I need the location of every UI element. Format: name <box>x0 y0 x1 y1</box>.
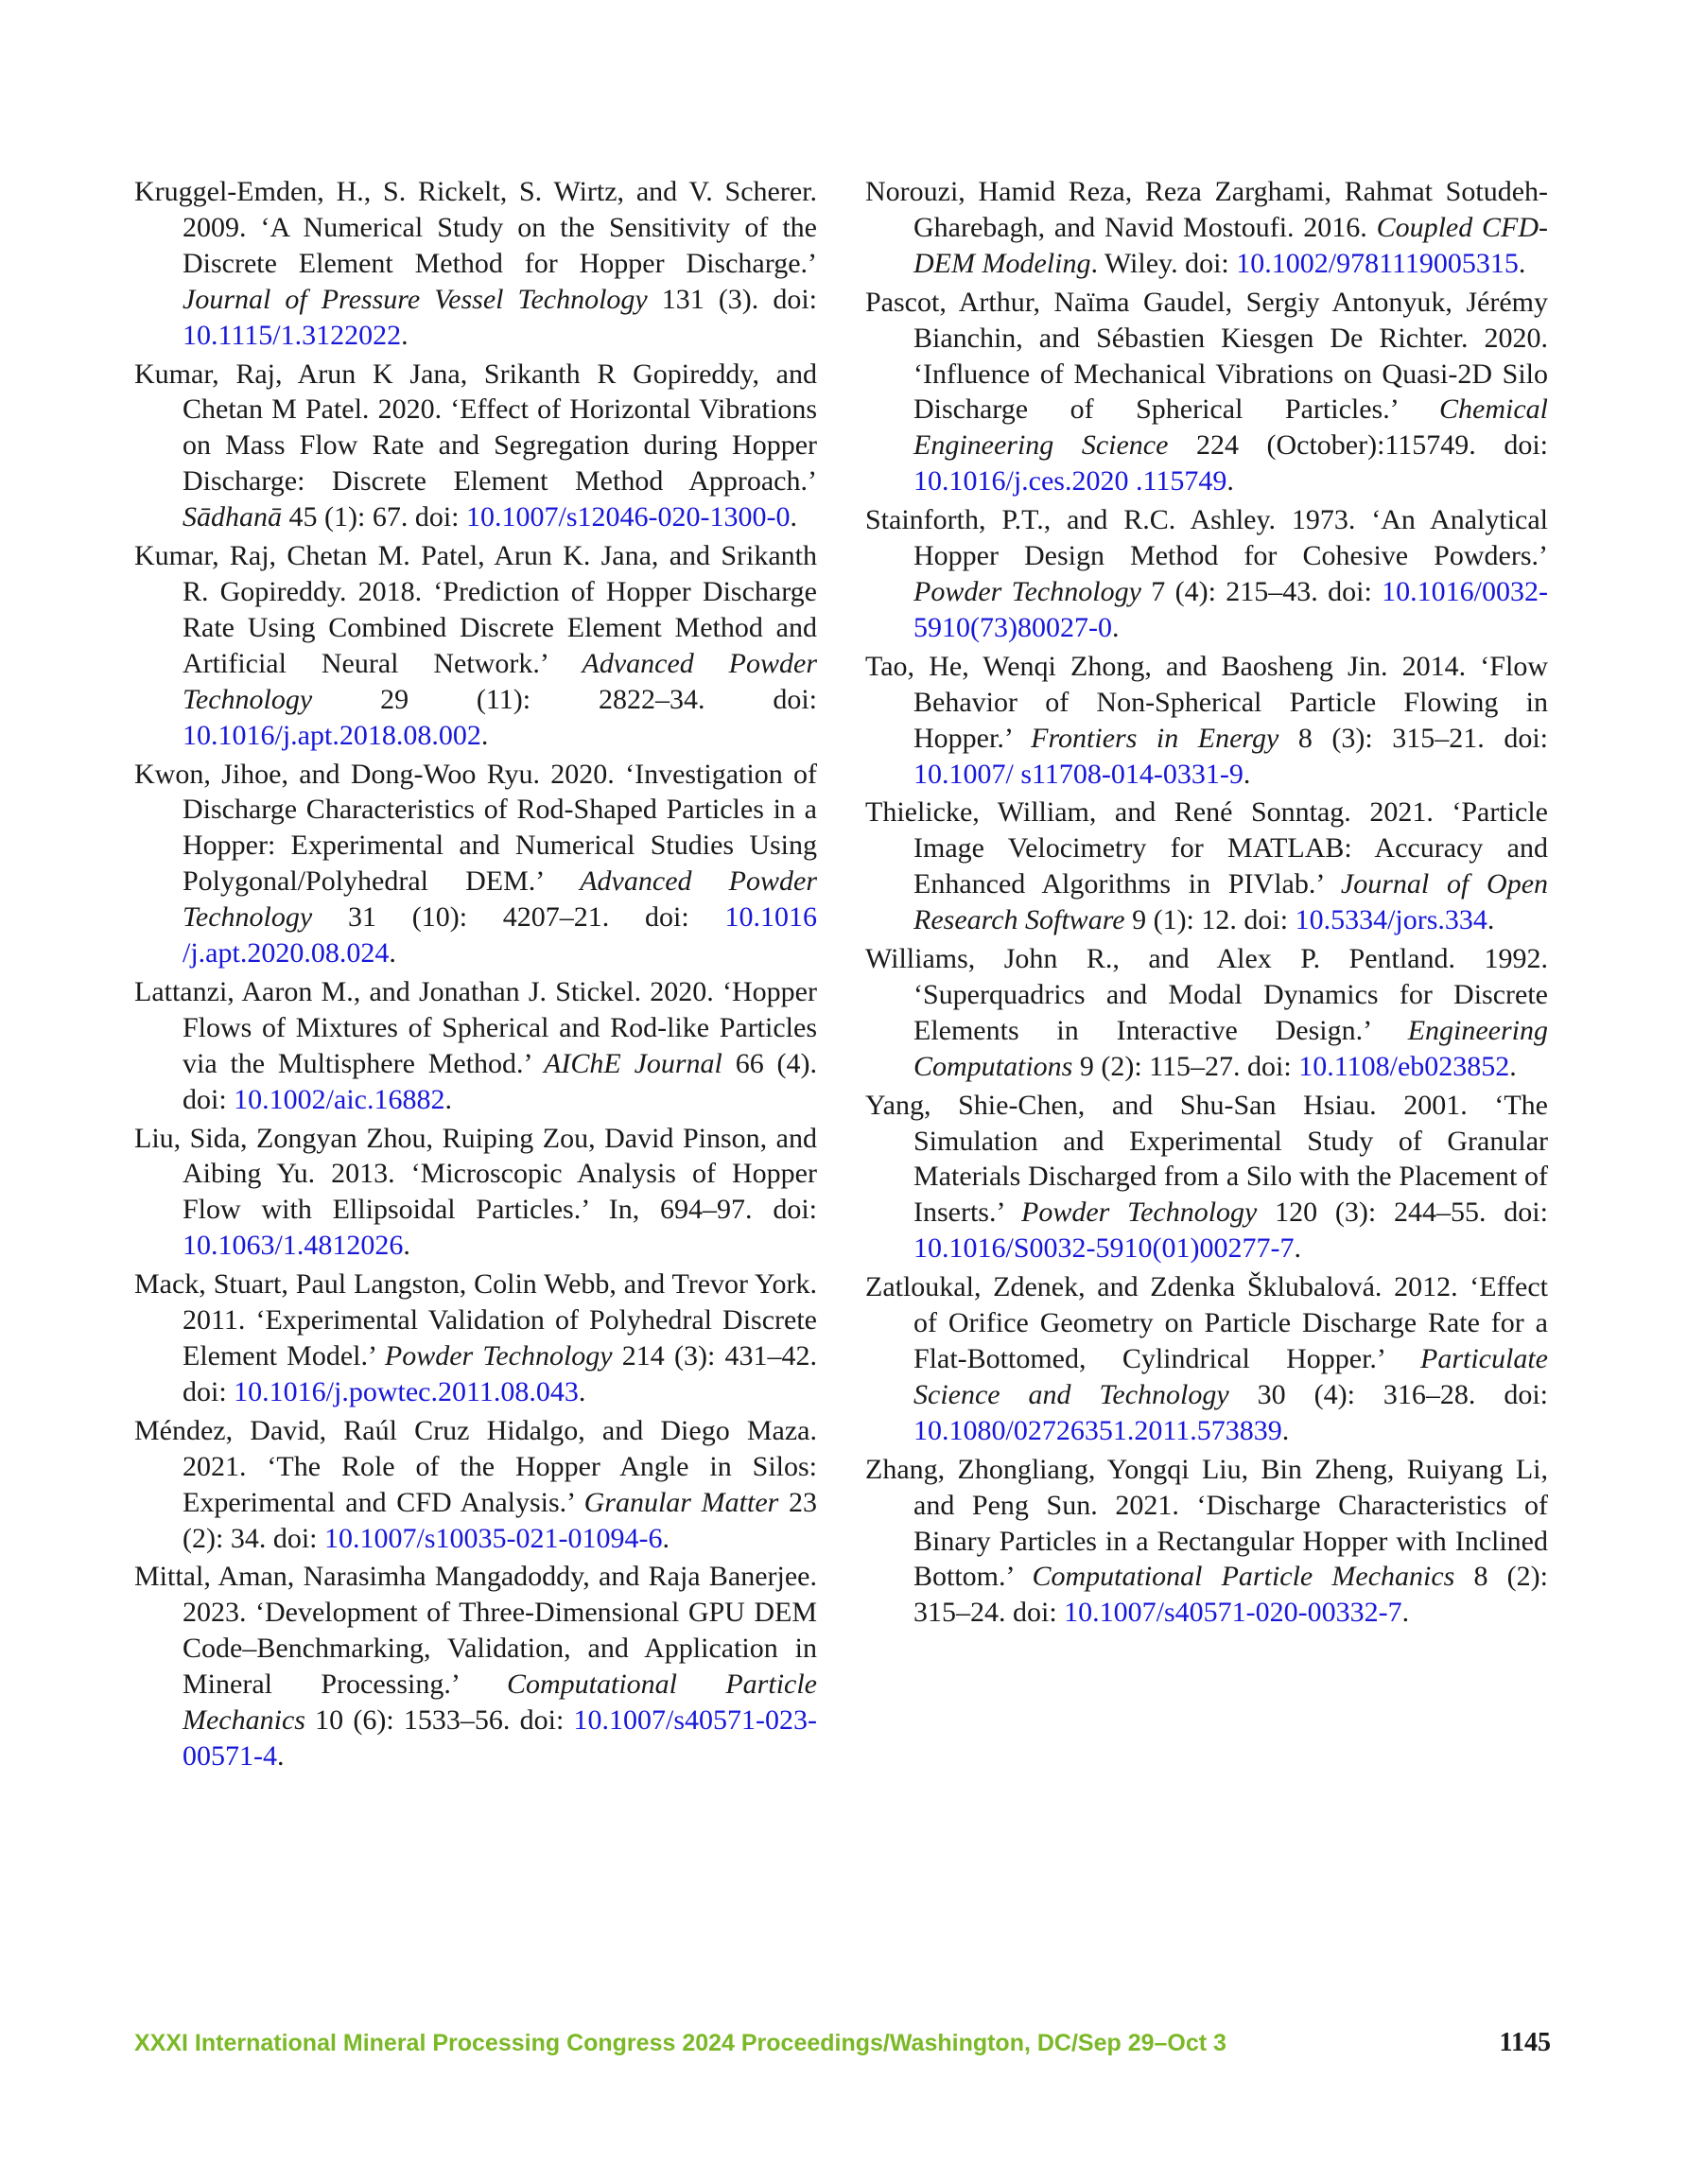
reference-text: Zhang, Zhongliang, Yongqi Liu, Bin Zheng, Ruiyang Li, and Peng Sun. 2021. ‘Discharge Characteristics of Binary Particles in a Rectangular Hopper with Inclined Bottom.’ <box>865 1453 1548 1593</box>
reference-entry <box>134 357 817 536</box>
reference-journal: Powder Technology <box>1021 1197 1258 1229</box>
reference-details: 30 (4): 316–28. doi: <box>1228 1378 1548 1410</box>
doi-link[interactable]: 10.1016/S0032-5910(01)00277-7 <box>913 1232 1295 1265</box>
doi-link[interactable]: 10.1063/1.4812026 <box>183 1230 404 1262</box>
reference-entry <box>134 1413 817 1557</box>
reference-end-punct: . <box>662 1522 670 1554</box>
footer-conference-title: XXXI International Mineral Processing Congress 2024 Proceedings/Washington, DC/Sep 29–Oct 3 <box>134 2030 1226 2056</box>
reference-details: 8 (2): 315–24. doi: <box>913 1561 1548 1629</box>
reference-end-punct: . <box>1294 1232 1301 1265</box>
reference-end-punct: . <box>444 1083 452 1115</box>
references-column-right <box>865 174 1548 1634</box>
reference-journal: Journal of Open Research Software <box>913 868 1549 936</box>
doi-link[interactable]: 10.1002/9781119005315 <box>1236 247 1519 279</box>
reference-end-punct: . <box>1226 465 1234 498</box>
reference-journal: Sādhanā <box>183 501 282 533</box>
reference-entry <box>134 1267 817 1410</box>
doi-link[interactable]: 10.1108/eb023852 <box>1298 1050 1510 1082</box>
reference-end-punct: . <box>389 937 396 970</box>
page-footer <box>134 2028 1551 2058</box>
reference-details: 131 (3). doi: <box>647 283 817 315</box>
reference-text: Kumar, Raj, Arun K Jana, Srikanth R Gopireddy, and Chetan M Patel. 2020. ‘Effect of Horizontal Vibrations on Mass Flow Rate and Segregation during Hopper Discharge: Discrete Element Method Approach.’ <box>134 358 817 498</box>
reference-journal: Coupled CFD-DEM Modeling <box>913 211 1548 279</box>
reference-journal: Particulate Science and Technology <box>913 1343 1548 1410</box>
reference-details: 66 (4). doi: <box>183 1047 818 1115</box>
reference-entry <box>865 1452 1548 1632</box>
reference-journal: Computational Particle Mechanics <box>1032 1561 1455 1593</box>
doi-link[interactable]: 10.1115/1.3122022 <box>183 319 402 351</box>
reference-text: Norouzi, Hamid Reza, Reza Zarghami, Rahmat Sotudeh-Gharebagh, and Navid Mostoufi. 2016. <box>865 176 1548 243</box>
reference-text: Kumar, Raj, Chetan M. Patel, Arun K. Jana, and Srikanth R. Gopireddy. 2018. ‘Prediction of Hopper Discharge Rate Using Combined Discrete Element Method and Artificial Neural Network.’ <box>134 540 817 679</box>
reference-details: 31 (10): 4207–21. doi: <box>312 901 725 934</box>
reference-end-punct: . <box>790 501 797 533</box>
reference-journal: AIChE Journal <box>544 1047 722 1079</box>
reference-end-punct: . <box>1487 904 1495 936</box>
reference-entry <box>865 1269 1548 1449</box>
reference-entry <box>134 1559 817 1773</box>
reference-end-punct: . <box>401 319 409 351</box>
reference-text: Pascot, Arthur, Naïma Gaudel, Sergiy Antonyuk, Jérémy Bianchin, and Sébastien Kiesgen De Richter. 2020. ‘Influence of Mechanical Vibrations on Quasi-2D Silo Discharge of Spherical Particles.’ <box>865 286 1548 426</box>
reference-end-punct: . <box>277 1739 285 1772</box>
reference-text: Mack, Stuart, Paul Langston, Colin Webb, and Trevor York. 2011. ‘Experimental Validation of Polyhedral Discrete Element Model.’ <box>134 1268 817 1372</box>
reference-journal: Granular Matter <box>583 1486 779 1518</box>
reference-text: Liu, Sida, Zongyan Zhou, Ruiping Zou, David Pinson, and Aibing Yu. 2013. ‘Microscopic Analysis of Hopper Flow with Ellipsoidal Particles.’ In, 694–97. doi: <box>134 1122 817 1226</box>
reference-details: 224 (October):115749. doi: <box>1168 429 1548 462</box>
reference-end-punct: . <box>1401 1597 1410 1629</box>
reference-end-punct: . <box>403 1230 410 1262</box>
reference-details: 120 (3): 244–55. doi: <box>1257 1197 1548 1229</box>
doi-link[interactable]: 10.1016/j.ces.2020 .115749 <box>913 465 1227 498</box>
reference-text: Kruggel-Emden, H., S. Rickelt, S. Wirtz, and V. Scherer. 2009. ‘A Numerical Study on the Sensitivity of the Discrete Element Method for Hopper Discharge.’ <box>134 176 817 279</box>
doi-link[interactable]: 10.1007/s10035-021-01094-6 <box>324 1522 663 1554</box>
reference-entry <box>865 502 1548 646</box>
reference-text: Thielicke, William, and René Sonntag. 2021. ‘Particle Image Velocimetry for MATLAB: Accuracy and Enhanced Algorithms in PIVlab.’ <box>865 796 1548 900</box>
reference-text: Williams, John R., and Alex P. Pentland. 1992. ‘Superquadrics and Modal Dynamics for Discrete Elements in Interactive Design.’ <box>865 943 1548 1046</box>
reference-entry <box>865 649 1548 793</box>
reference-text: Tao, He, Wenqi Zhong, and Baosheng Jin. 2014. ‘Flow Behavior of Non-Spherical Particle Flowing in Hopper.’ <box>865 650 1548 754</box>
reference-entry <box>134 174 817 354</box>
reference-journal: Powder Technology <box>384 1340 613 1372</box>
reference-end-punct: . <box>1243 758 1251 790</box>
reference-details: 45 (1): 67. doi: <box>282 501 466 533</box>
reference-text: Lattanzi, Aaron M., and Jonathan J. Stickel. 2020. ‘Hopper Flows of Mixtures of Spherical and Rod-like Particles via the Multisphere Method.’ <box>134 975 817 1079</box>
reference-details: 10 (6): 1533–56. doi: <box>304 1704 574 1737</box>
reference-entry <box>134 974 817 1118</box>
doi-link[interactable]: 10.1016/0032-5910(73)80027-0 <box>913 575 1548 643</box>
reference-details: 9 (2): 115–27. doi: <box>1072 1050 1299 1082</box>
references-column-left <box>134 174 817 1777</box>
reference-details: . Wiley. doi: <box>1090 247 1237 279</box>
reference-text: Zatloukal, Zdenek, and Zdenka Šklubalová. 2012. ‘Effect of Orifice Geometry on Particle Discharge Rate for a Flat-Bottomed, Cylindrical Hopper.’ <box>865 1271 1548 1374</box>
reference-journal: Advanced Powder Technology <box>183 865 817 934</box>
doi-link[interactable]: 10.1002/aic.16882 <box>234 1083 445 1115</box>
reference-journal: Journal of Pressure Vessel Technology <box>183 283 648 315</box>
reference-end-punct: . <box>480 719 489 751</box>
reference-entry <box>865 285 1548 499</box>
reference-text: Yang, Shie-Chen, and Shu-San Hsiau. 2001. ‘The Simulation and Experimental Study of Granular Materials Discharged from a Silo with the Placement of Inserts.’ <box>865 1089 1548 1229</box>
doi-link[interactable]: 10.1016/j.powtec.2011.08.043 <box>234 1375 579 1407</box>
reference-details: 214 (3): 431–42. doi: <box>183 1340 817 1407</box>
doi-link[interactable]: 10.1007/s12046-020-1300-0 <box>466 501 791 533</box>
doi-link[interactable]: 10.1080/02726351.2011.573839 <box>913 1414 1282 1446</box>
reference-details: 9 (1): 12. doi: <box>1124 904 1296 936</box>
reference-journal: Computational Particle Mechanics <box>183 1669 817 1737</box>
reference-end-punct: . <box>1509 1050 1517 1082</box>
reference-entry <box>134 1121 817 1265</box>
reference-end-punct: . <box>1111 611 1120 643</box>
reference-journal: Powder Technology <box>913 575 1141 607</box>
reference-text: Kwon, Jihoe, and Dong-Woo Ryu. 2020. ‘Investigation of Discharge Characteristics of Rod-Shaped Particles in a Hopper: Experimental and Numerical Studies Using Polygonal/Polyhedral DEM.’ <box>134 758 817 898</box>
reference-journal: Engineering Computations <box>913 1014 1548 1082</box>
reference-text: Méndez, David, Raúl Cruz Hidalgo, and Diego Maza. 2021. ‘The Role of the Hopper Angle in Silos: Experimental and CFD Analysis.’ <box>134 1414 817 1518</box>
reference-entry <box>865 795 1548 938</box>
reference-end-punct: . <box>578 1375 586 1407</box>
reference-entry <box>134 538 817 753</box>
doi-link[interactable]: 10.1007/s40571-023-00571-4 <box>183 1704 817 1772</box>
reference-entry <box>134 757 817 971</box>
reference-details: 8 (3): 315–21. doi: <box>1278 722 1548 754</box>
reference-entry <box>865 941 1548 1085</box>
reference-end-punct: . <box>1518 247 1526 279</box>
reference-text: Stainforth, P.T., and R.C. Ashley. 1973. ‘An Analytical Hopper Design Method for Cohesive Powders.’ <box>865 504 1548 572</box>
doi-link[interactable]: 10.1016 /j.apt.2020.08.024 <box>183 901 817 970</box>
reference-details: 23 (2): 34. doi: <box>183 1486 817 1554</box>
doi-link[interactable]: 10.1016/j.apt.2018.08.002 <box>183 719 481 751</box>
reference-details: 7 (4): 215–43. doi: <box>1140 575 1383 607</box>
doi-link[interactable]: 10.5334/jors.334 <box>1295 904 1487 936</box>
reference-text: Mittal, Aman, Narasimha Mangadoddy, and Raja Banerjee. 2023. ‘Development of Three-Dimensional GPU DEM Code–Benchmarking, Validation, and Application in Mineral Processing.’ <box>134 1561 817 1701</box>
reference-journal: Chemical Engineering Science <box>913 393 1548 462</box>
reference-entry <box>865 174 1548 282</box>
doi-link[interactable]: 10.1007/ s11708-014-0331-9 <box>913 758 1244 790</box>
doi-link[interactable]: 10.1007/s40571-020-00332-7 <box>1064 1597 1402 1629</box>
reference-journal: Frontiers in Energy <box>1031 722 1279 754</box>
reference-details: 29 (11): 2822–34. doi: <box>312 683 817 715</box>
reference-journal: Advanced Powder Technology <box>183 647 817 715</box>
reference-end-punct: . <box>1281 1414 1290 1446</box>
page-number: 1145 <box>1499 2028 1551 2057</box>
reference-entry <box>865 1088 1548 1267</box>
